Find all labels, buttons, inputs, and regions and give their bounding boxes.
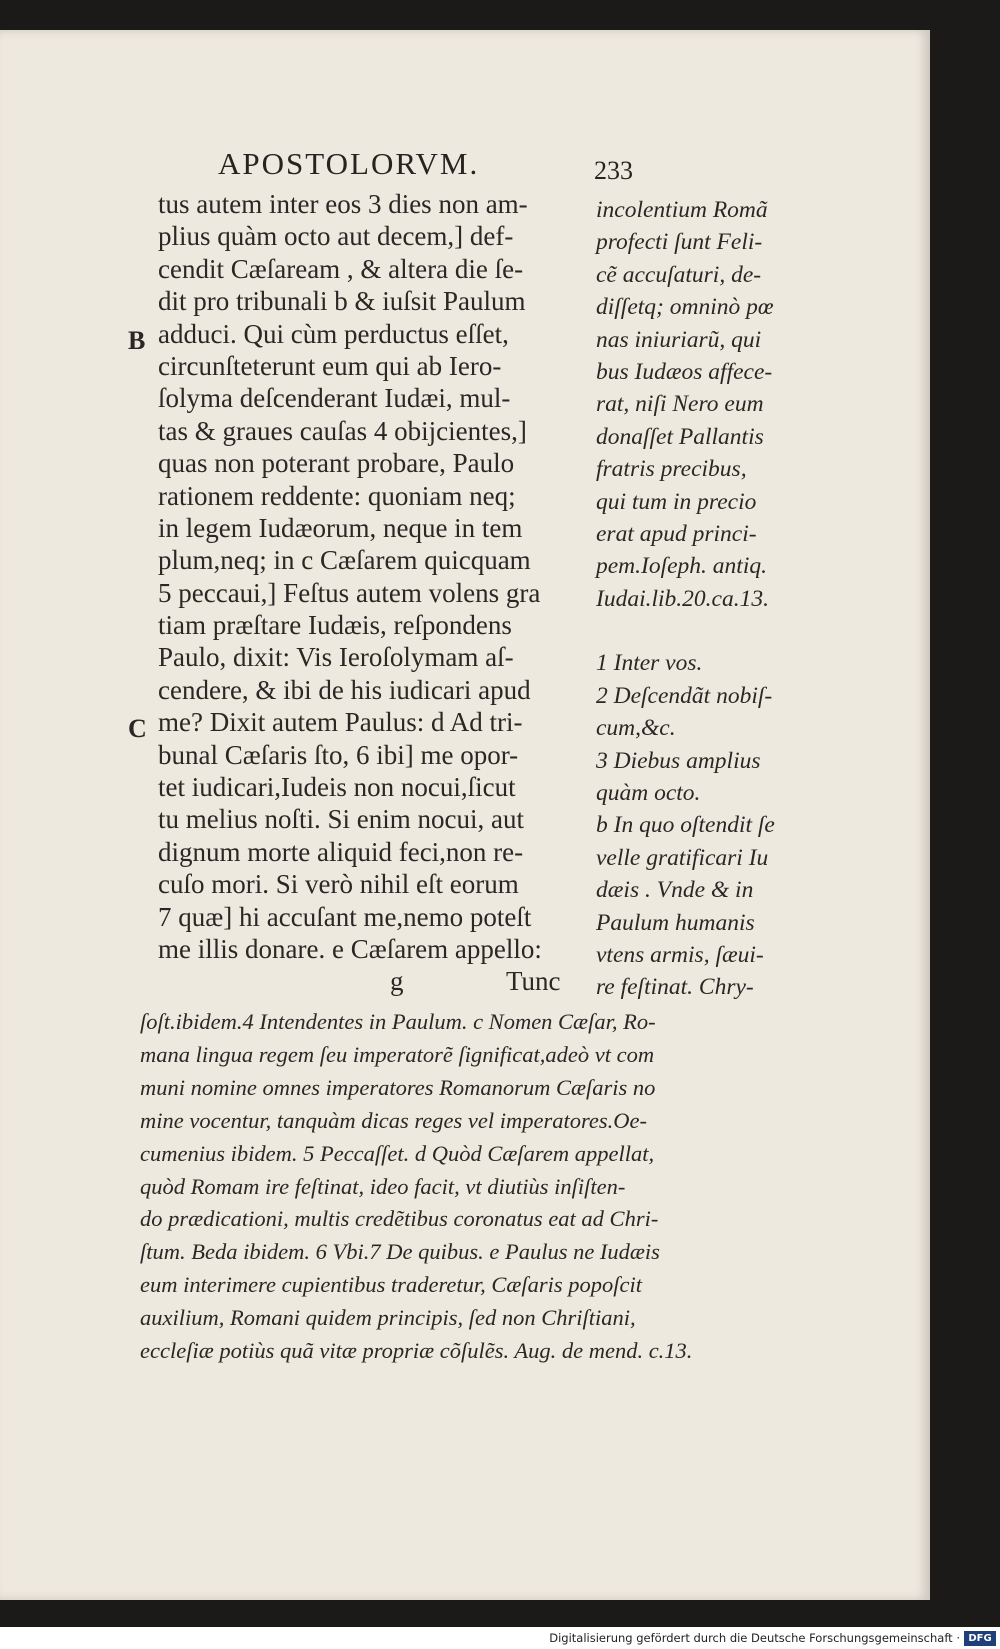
main-line: me? Dixit autem Paulus: d Ad tri- <box>158 707 523 738</box>
note-line: ſtum. Beda ibidem. 6 Vbi.7 De quibus. e Paulus ne Iudæis <box>140 1239 660 1265</box>
gloss-line: nas iniuriarũ, qui <box>596 326 762 353</box>
main-line: tiam præſtare Iudæis, reſpondens <box>158 610 512 641</box>
note-line: auxilium, Romani quidem principis, ſed non Chriſtiani, <box>140 1305 636 1331</box>
gloss-line: rat, niſi Nero eum <box>596 391 764 418</box>
gloss-line: cẽ accuſaturi, de- <box>596 261 762 288</box>
gloss-line: dæis . Vnde & in <box>596 877 754 904</box>
note-line: eum interimere cupientibus traderetur, Cæſaris popoſcit <box>140 1272 643 1298</box>
gloss-line: b In quo oſtendit ſe <box>596 812 775 839</box>
gloss-line: Paulum humanis <box>596 909 755 936</box>
note-line: muni nomine omnes imperatores Romanorum Cæſaris no <box>140 1074 656 1100</box>
page-scan <box>0 30 930 1600</box>
gloss-line: 2 Deſcendãt nobiſ- <box>596 682 773 709</box>
main-line: tus autem inter eos 3 dies non am- <box>158 189 528 219</box>
note-line: do prædicationi, multis credẽtibus coronatus eat ad Chri- <box>140 1206 659 1232</box>
signature-mark: g <box>390 966 404 997</box>
footer-bar <box>0 1627 1000 1649</box>
main-line: plum,neq; in c Cæſarem quicquam <box>158 545 531 576</box>
gloss-gap <box>596 615 926 647</box>
main-line: tas & graues cauſas 4 obijcientes,] <box>158 415 527 446</box>
dfg-logo: DFG <box>964 1631 996 1646</box>
gloss-line: pem.Ioſeph. antiq. <box>596 553 767 580</box>
main-line: circunſteterunt eum qui ab Iero- <box>158 350 502 381</box>
note-line: cumenius ibidem. 5 Peccaſſet. d Quòd Cæſarem appellat, <box>140 1140 655 1166</box>
main-line: ſolyma deſcenderant Iudæi, mul- <box>158 383 511 414</box>
gloss-line: 1 Inter vos. <box>596 650 703 677</box>
gloss-line: re feſtinat. Chry- <box>596 974 754 1001</box>
tunc-line <box>158 965 590 997</box>
main-line: cendere, & ibi de his iudicari apud <box>158 674 531 705</box>
main-line: Paulo, dixit: Vis Ieroſolymam aſ- <box>158 642 514 673</box>
note-line: ſoſt.ibidem.4 Intendentes in Paulum. c Nomen Cæſar, Ro- <box>140 1009 656 1034</box>
main-line: quas non poterant probare, Paulo <box>158 448 515 479</box>
margin-letter-b: B <box>128 326 146 355</box>
note-line: mine vocentur, tanquàm dicas reges vel imperatores.Oe- <box>140 1107 647 1133</box>
marginal-gloss-column <box>596 194 926 1004</box>
main-line: bunal Cæſaris ſto, 6 ibi] me opor- <box>158 739 519 770</box>
footnotes-block <box>140 1006 800 1368</box>
main-line: rationem reddente: quoniam neq; <box>158 480 516 511</box>
running-header: APOSTOLORVM. <box>218 146 480 181</box>
main-line: tu melius noſti. Si enim nocui, aut <box>158 804 524 835</box>
gloss-line: bus Iudæos affece- <box>596 358 773 385</box>
gloss-line: cum,&c. <box>596 715 676 742</box>
page-number: 233 <box>594 156 633 185</box>
gloss-line: qui tum in precio <box>596 488 757 515</box>
note-line: eccleſiæ potiùs quã vitæ propriæ cõſulẽs. Aug. de mend. c.13. <box>140 1338 693 1364</box>
main-line: me illis donare. e Cæſarem appello: <box>158 933 542 964</box>
main-line: 5 peccaui,] Feſtus autem volens gra <box>158 577 541 608</box>
catchword: Tunc <box>506 966 561 997</box>
main-line: tet iudicari,Iudeis non nocui,ſicut <box>158 772 516 803</box>
gloss-line: erat apud princi- <box>596 520 757 547</box>
gloss-line: quàm octo. <box>596 780 701 807</box>
gloss-line: fratris precibus, <box>596 456 747 483</box>
main-line: in legem Iudæorum, neque in tem <box>158 512 523 543</box>
main-line: dit pro tribunali b & iuſsit Paulum <box>158 286 526 317</box>
gloss-line: donaſſet Pallantis <box>596 423 764 450</box>
note-line: mana lingua regem ſeu imperatorẽ ſignificat,adeò vt com <box>140 1041 655 1067</box>
main-line: adduci. Qui cùm perductus eſſet, <box>158 318 509 349</box>
gloss-line: vtens armis, ſæui- <box>596 941 764 968</box>
main-line: cuſo mori. Si verò nihil eſt eorum <box>158 869 519 900</box>
gloss-line: 3 Diebus amplius <box>596 747 761 774</box>
gloss-line: diſſetq; omninò pœ <box>596 294 774 321</box>
digitization-credit: Digitalisierung gefördert durch die Deutsche Forschungsgemeinschaft · <box>549 1631 960 1645</box>
gloss-line: incolentium Romã <box>596 197 768 223</box>
main-line: cendit Cæſaream , & altera die ſe- <box>158 253 524 284</box>
main-line: 7 quæ] hi accuſant me,nemo poteſt <box>158 901 532 932</box>
gloss-line: velle gratificari Iu <box>596 844 769 871</box>
gloss-line: profecti ſunt Feli- <box>596 229 763 256</box>
note-line: quòd Romam ire feſtinat, ideo facit, vt diutiùs inſiſten- <box>140 1173 626 1199</box>
margin-letter-c: C <box>128 714 147 743</box>
gloss-line: Iudai.lib.20.ca.13. <box>596 585 769 612</box>
main-line: plius quàm octo aut decem,] def- <box>158 221 514 252</box>
main-line: dignum morte aliquid feci,non re- <box>158 836 524 867</box>
main-text-column <box>158 188 590 998</box>
